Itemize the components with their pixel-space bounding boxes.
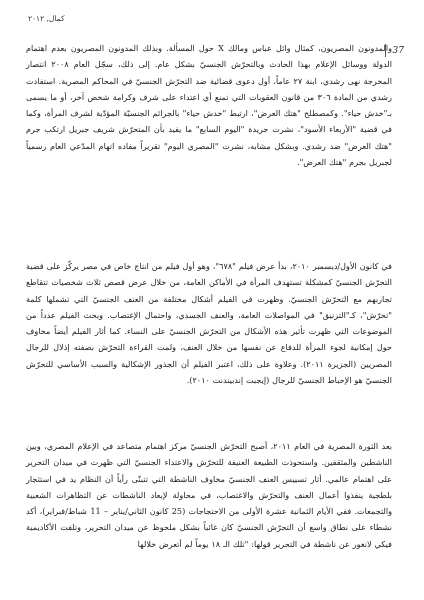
paragraph-text: والمدونون المصريون، كمثال وائل عباس ومالك X حول المسألة. وبذلك المدونون المصريون بعدم اهتمام الدولة ووسائل الإعلام بهذا الحادث وبالتحرّش الجنسيّ بشكل عام. إلى ذلك، سجّل العام ٢٠٠٨ انتصار المخرجة نهى رشدي، ابنة ٢٧ عاماً، أول دعوى قضائية ضد التحرّش الجنسيّ في المحاكم المصرية. استفادت رشدي من المادة ٣٠٦ من قانون العقوبات التي تمنع أي اعتداء على شرف وكرامة شخص آخر، أو ما يسمى بـ"خدش حياء". وكمصطلح "هتك العرض"، ارتبط "خدش حياء" بالجرائم الجنسيّة المؤدّية لشرف المرأة، وكما في قضية "الأربعاء الأسود"، نشرت جريدة "اليوم السابع" ما يفيد بأن المتحرّش شريف جبريل ارتكب جرم "هتك العرض" ضد رشدي. وبشكل مشابه، نشرت "المصري اليوم" تقريراً مفاده اتهام المدّعي العام رسمياً لجبريل بجرم "هتك العرض". [26, 43, 393, 168]
paragraph-3 [26, 438, 392, 552]
paragraph-1 [26, 40, 392, 170]
paragraph-text: بعد الثورة المصرية في العام ٢٠١١، أصبح التحرّش الجنسيّ مركز اهتمام متصاعد في الإعلام المصري، وبين الناشطين والمثقفين. واستحوذت الطبيعة العنيفة للتحرّش والاعتداء الجنسيّ التي ظهرت في ميدان التحرير على اهتمام عالمي. أثار تسييس العنف الجنسيّ مخاوف الناشطة التي تتبنّى رأياً أن النظام يد في استثجار بلطجية ينفذوا أعمال العنف والتحرّش والاغتصاب، في محاولة لإبعاد الناشطات عن التظاهرات الشعبية والتجمعات. ففي الأيام الثمانية عشرة الأولى من الاحتجاجات (25 كانون الثاني/يناير – 11 شباط/فبراير)، أكد نشطاء على نطاق واسع أن التحرّش الجنسيّ كان غائباً بشكل ملحوظ عن ميدان التحرير، وتلفت الأكاديمية فيكي لانغور عن ناشطة في التحرير قولها: "تلك الـ ١٨ يوماً لم أتعرض خلالها [26, 441, 393, 549]
paragraph-text: في كانون الأول/ديسمبر ٢٠١٠، بدأ عرض فيلم "٦٧٨"، وهو أول فيلم من انتاج خاص في مصر يركّز على قضية التحرّش الجنسيّ كمشكلة تستهدف المرأة في الأماكن العامة، من خلال عرض قصص ثلاث شخصيات تتقاطع تجاربهم مع التحرّش الجنسيّ. وظهرت في الفيلم أشكال مختلفة من العنف الجنسيّ التي تشملها كلمة "تحرّش"، كـ"التزنيق" في المواصلات العامة، والعنف الجسدي، واحتمال الإغتصاب. وبحث الفيلم عدداً من الموضوعات التي ظهرت تأثير هذه الأشكال من التحرّش الجنسيّ على النساء. كما أثار الفيلم أيضاً مخاوف حول إمكانية لجوء المرأة للدفاع عن نفسها من خلال العنف، ولمت القراءة التحرّش بصفته إذلال للرجال المصريين (الجزيرة ٢٠١١). وعلاوة على ذلك، اعتبر الفيلم أن الجذور الإشكالية والسبب الأساسي للتحرّش الجنسيّ هو الإحباط الجنسيّ للرجال (إيجبت إندبيندنت ٢٠١٠). [26, 261, 392, 386]
running-header: كمال, ٢٠١٢ [28, 14, 65, 23]
paragraph-2 [26, 258, 392, 388]
page-number: 37 [392, 46, 404, 56]
